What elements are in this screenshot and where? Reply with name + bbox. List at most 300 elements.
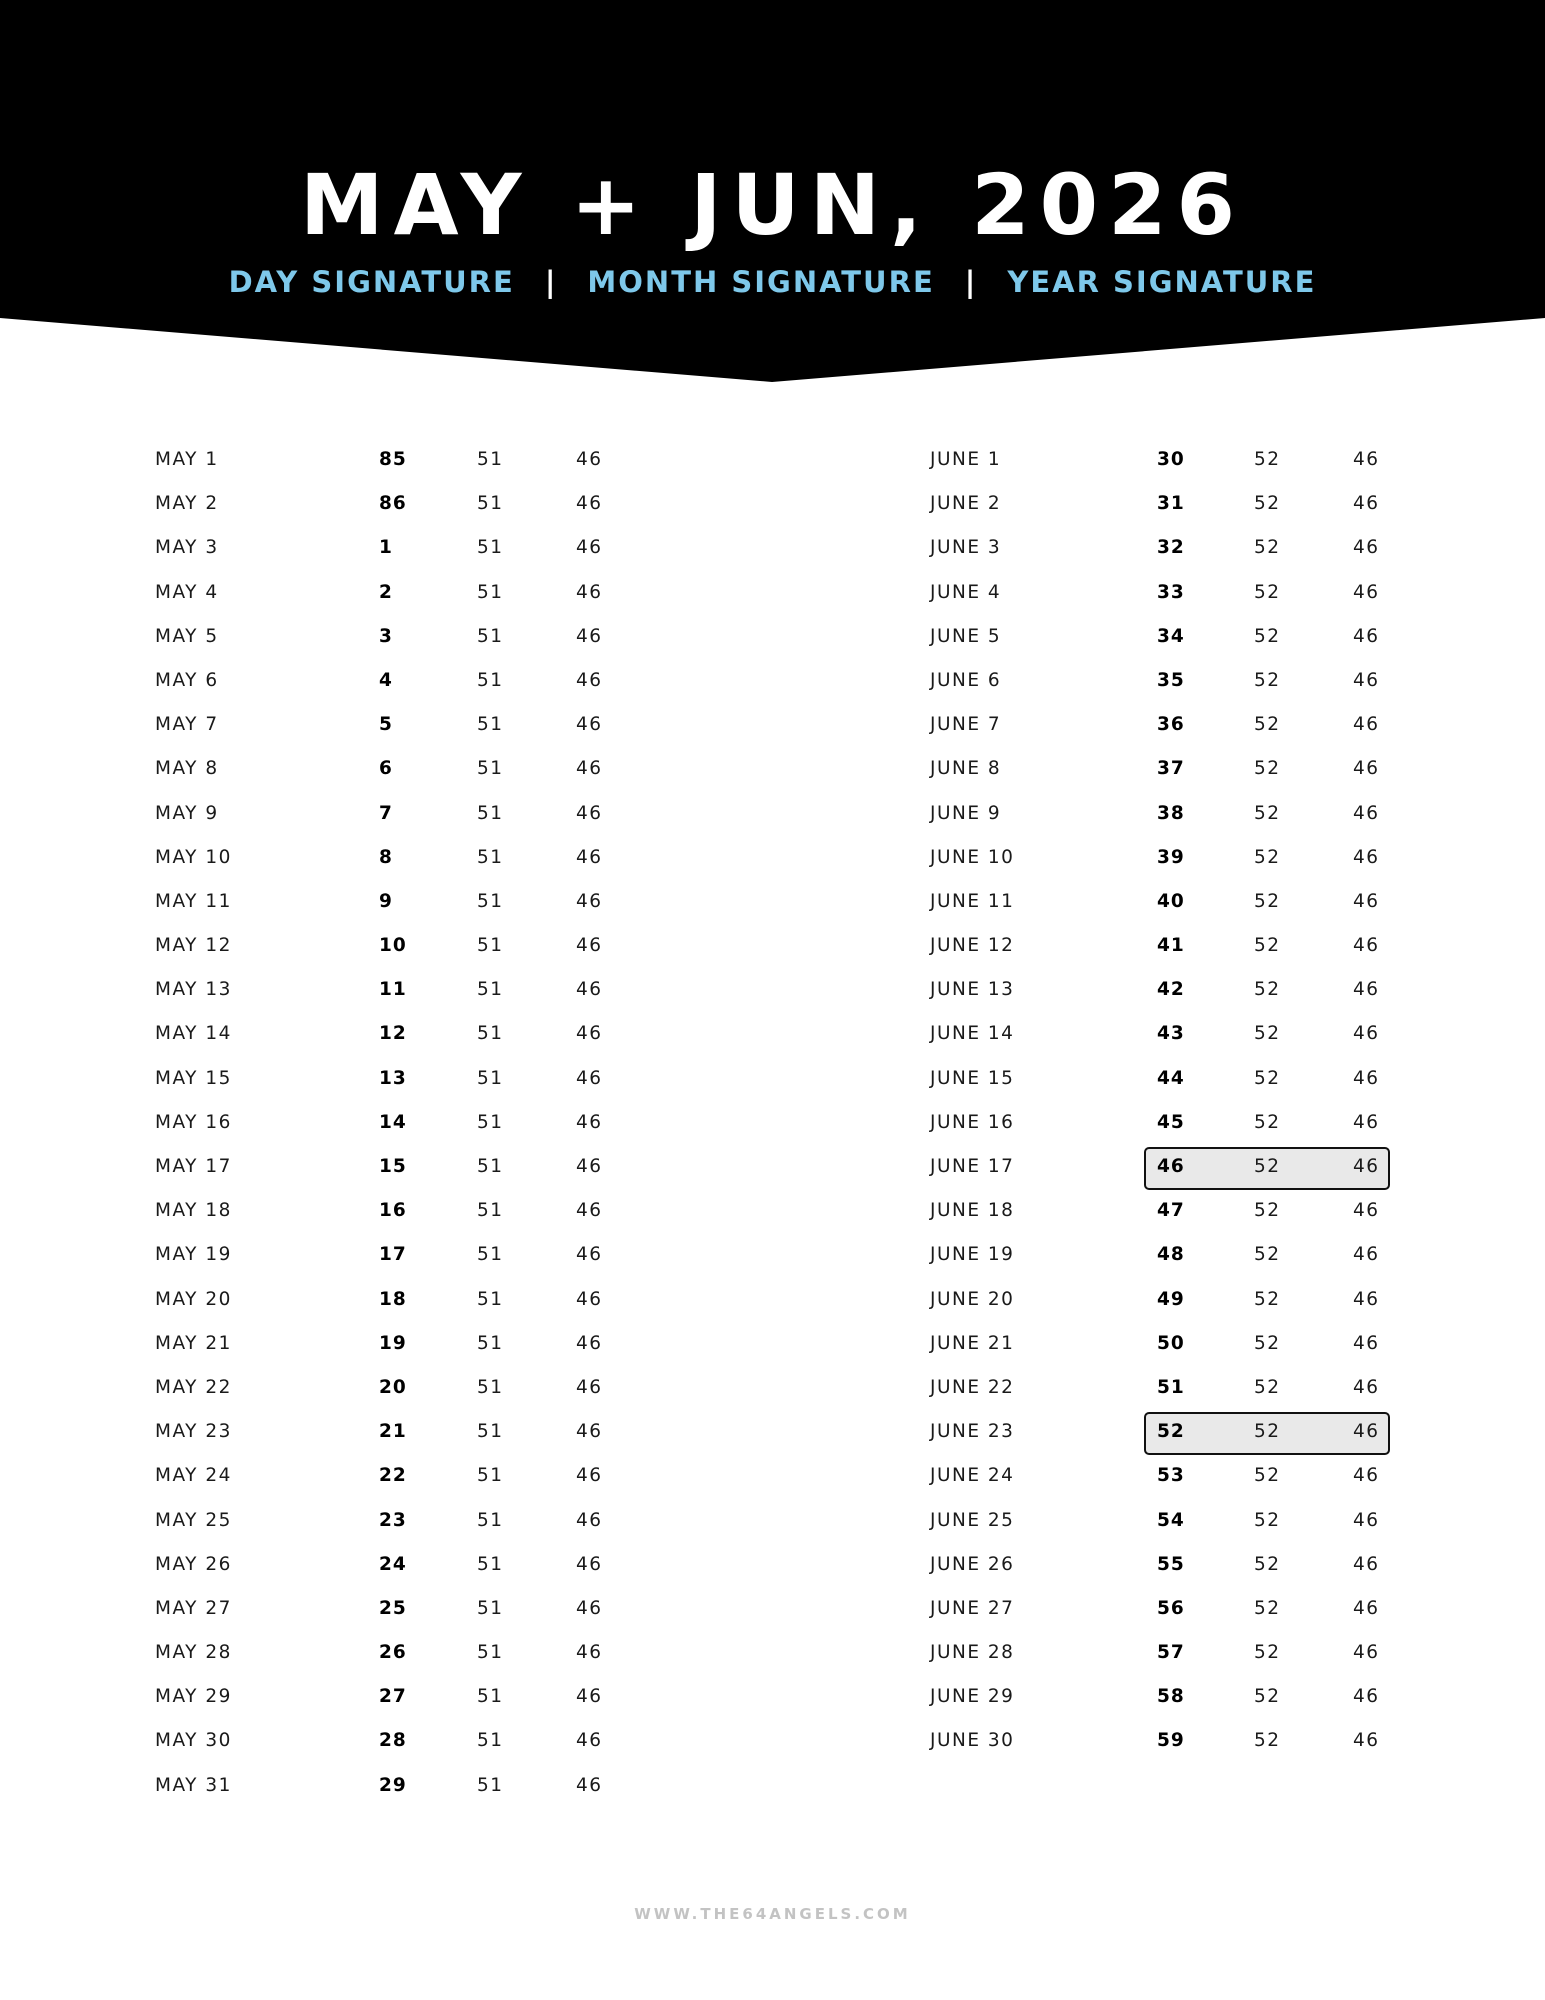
year-signature-value: 46 <box>1353 1376 1380 1398</box>
year-signature-value: 46 <box>576 625 603 647</box>
year-signature-value: 46 <box>1353 1111 1380 1133</box>
table-row <box>930 1278 1410 1322</box>
day-signature-value: 11 <box>379 979 407 1001</box>
date-label: MAY 23 <box>155 1421 232 1443</box>
date-label: MAY 3 <box>155 537 219 559</box>
table-row <box>930 1012 1410 1056</box>
month-signature-value: 51 <box>477 449 504 470</box>
table-row <box>155 571 635 615</box>
month-signature-value: 52 <box>1254 890 1281 912</box>
day-signature-value: 12 <box>379 1023 407 1045</box>
day-signature-value: 57 <box>1157 1642 1185 1664</box>
year-signature-value: 46 <box>576 1156 603 1177</box>
month-signature-value: 51 <box>477 1156 504 1177</box>
day-signature-label: DAY SIGNATURE <box>228 265 515 299</box>
year-signature-value: 46 <box>1353 1067 1380 1089</box>
table-row <box>155 1719 635 1763</box>
year-signature-value: 46 <box>576 714 603 736</box>
day-signature-value: 26 <box>379 1642 407 1664</box>
date-label: JUNE 7 <box>930 714 1002 736</box>
month-signature-value: 52 <box>1254 449 1281 470</box>
page-title: MAY + JUN, 2026 <box>300 156 1245 254</box>
date-label: MAY 27 <box>155 1597 232 1619</box>
month-signature-value: 51 <box>477 669 504 691</box>
table-row <box>930 1499 1410 1543</box>
month-signature-value: 51 <box>477 1111 504 1133</box>
date-label: JUNE 26 <box>930 1553 1015 1575</box>
day-signature-value: 4 <box>379 669 393 691</box>
date-label: JUNE 8 <box>930 758 1002 780</box>
table-row <box>930 1322 1410 1366</box>
day-signature-value: 53 <box>1157 1465 1185 1487</box>
day-signature-value: 86 <box>379 493 407 515</box>
day-signature-value: 5 <box>379 714 393 736</box>
date-label: MAY 24 <box>155 1465 232 1487</box>
year-signature-value: 46 <box>576 1686 603 1708</box>
year-signature-value: 46 <box>1353 758 1380 780</box>
day-signature-value: 3 <box>379 625 393 647</box>
day-signature-value: 54 <box>1157 1509 1185 1531</box>
day-signature-value: 52 <box>1157 1421 1185 1443</box>
table-row <box>930 571 1410 615</box>
month-signature-value: 51 <box>477 935 504 957</box>
year-signature-value: 46 <box>576 1288 603 1310</box>
day-signature-value: 42 <box>1157 979 1185 1001</box>
day-signature-value: 29 <box>379 1774 407 1796</box>
month-signature-value: 51 <box>477 1774 504 1796</box>
year-signature-value: 46 <box>576 1553 603 1575</box>
month-signature-value: 52 <box>1254 669 1281 691</box>
day-signature-value: 39 <box>1157 846 1185 868</box>
table-row <box>930 1454 1410 1498</box>
day-signature-value: 38 <box>1157 802 1185 824</box>
month-signature-value: 52 <box>1254 493 1281 515</box>
year-signature-value: 46 <box>1353 669 1380 691</box>
month-signature-value: 51 <box>477 537 504 559</box>
year-signature-value: 46 <box>576 1642 603 1664</box>
month-signature-value: 51 <box>477 1421 504 1443</box>
month-signature-value: 51 <box>477 1553 504 1575</box>
day-signature-value: 24 <box>379 1553 407 1575</box>
year-signature-value: 46 <box>576 581 603 603</box>
year-signature-value: 46 <box>576 1332 603 1354</box>
month-signature-value: 51 <box>477 979 504 1001</box>
table-row <box>155 1543 635 1587</box>
month-signature-value: 51 <box>477 1023 504 1045</box>
month-signature-value: 52 <box>1254 1067 1281 1089</box>
month-signature-value: 51 <box>477 1597 504 1619</box>
day-signature-value: 18 <box>379 1288 407 1310</box>
table-row <box>930 1101 1410 1145</box>
table-row <box>155 1631 635 1675</box>
legend-separator: | <box>964 265 978 299</box>
year-signature-value: 46 <box>576 1597 603 1619</box>
year-signature-value: 46 <box>1353 1023 1380 1045</box>
day-signature-value: 20 <box>379 1376 407 1398</box>
table-row <box>930 1366 1410 1410</box>
month-signature-value: 52 <box>1254 1730 1281 1752</box>
table-row <box>155 1675 635 1719</box>
table-row <box>155 968 635 1012</box>
month-signature-value: 51 <box>477 1642 504 1664</box>
date-label: JUNE 19 <box>930 1244 1015 1266</box>
year-signature-value: 46 <box>576 758 603 780</box>
month-signature-value: 51 <box>477 581 504 603</box>
date-label: MAY 1 <box>155 449 219 470</box>
date-label: JUNE 23 <box>930 1421 1015 1443</box>
year-signature-value: 46 <box>1353 979 1380 1001</box>
date-label: MAY 15 <box>155 1067 232 1089</box>
table-row <box>155 1587 635 1631</box>
day-signature-value: 21 <box>379 1421 407 1443</box>
year-signature-value: 46 <box>576 493 603 515</box>
date-label: JUNE 15 <box>930 1067 1015 1089</box>
table-row <box>930 615 1410 659</box>
year-signature-value: 46 <box>1353 1642 1380 1664</box>
date-label: JUNE 30 <box>930 1730 1015 1752</box>
date-label: MAY 14 <box>155 1023 232 1045</box>
date-label: JUNE 5 <box>930 625 1002 647</box>
day-signature-value: 19 <box>379 1332 407 1354</box>
date-label: JUNE 22 <box>930 1376 1015 1398</box>
year-signature-value: 46 <box>1353 581 1380 603</box>
table-row <box>930 482 1410 526</box>
year-signature-value: 46 <box>1353 1244 1380 1266</box>
date-label: MAY 8 <box>155 758 219 780</box>
month-signature-value: 52 <box>1254 802 1281 824</box>
year-signature-value: 46 <box>1353 625 1380 647</box>
day-signature-value: 8 <box>379 846 393 868</box>
month-signature-label: MONTH SIGNATURE <box>587 265 935 299</box>
day-signature-value: 10 <box>379 935 407 957</box>
day-signature-value: 7 <box>379 802 393 824</box>
table-row <box>155 1764 635 1808</box>
month-signature-value: 52 <box>1254 537 1281 559</box>
date-label: MAY 26 <box>155 1553 232 1575</box>
year-signature-value: 46 <box>1353 1156 1380 1177</box>
month-signature-value: 51 <box>477 1465 504 1487</box>
table-row <box>155 1057 635 1101</box>
table-row <box>930 968 1410 1012</box>
month-signature-value: 51 <box>477 1200 504 1222</box>
legend-separator: | <box>544 265 558 299</box>
year-signature-value: 46 <box>576 1509 603 1531</box>
date-label: MAY 22 <box>155 1376 232 1398</box>
month-signature-value: 51 <box>477 625 504 647</box>
month-signature-value: 51 <box>477 1376 504 1398</box>
month-signature-value: 51 <box>477 846 504 868</box>
date-label: MAY 20 <box>155 1288 232 1310</box>
date-label: MAY 31 <box>155 1774 232 1796</box>
may-table <box>155 438 635 1808</box>
day-signature-value: 44 <box>1157 1067 1185 1089</box>
table-row <box>930 1543 1410 1587</box>
table-row <box>155 659 635 703</box>
month-signature-value: 52 <box>1254 581 1281 603</box>
year-signature-value: 46 <box>576 1376 603 1398</box>
table-row <box>930 1719 1410 1763</box>
day-signature-value: 14 <box>379 1111 407 1133</box>
day-signature-value: 30 <box>1157 449 1185 470</box>
table-row <box>930 1233 1410 1277</box>
day-signature-value: 1 <box>379 537 393 559</box>
day-signature-value: 34 <box>1157 625 1185 647</box>
month-signature-value: 52 <box>1254 979 1281 1001</box>
table-row <box>930 924 1410 968</box>
table-row <box>155 1145 635 1189</box>
year-signature-value: 46 <box>576 1111 603 1133</box>
table-row <box>155 1410 635 1454</box>
month-signature-value: 51 <box>477 714 504 736</box>
month-signature-value: 52 <box>1254 1642 1281 1664</box>
date-label: MAY 30 <box>155 1730 232 1752</box>
month-signature-value: 52 <box>1254 935 1281 957</box>
day-signature-value: 47 <box>1157 1200 1185 1222</box>
year-signature-value: 46 <box>576 1421 603 1443</box>
date-label: MAY 25 <box>155 1509 232 1531</box>
day-signature-value: 41 <box>1157 935 1185 957</box>
table-row <box>155 747 635 791</box>
month-signature-value: 51 <box>477 758 504 780</box>
day-signature-value: 59 <box>1157 1730 1185 1752</box>
year-signature-value: 46 <box>576 935 603 957</box>
day-signature-value: 58 <box>1157 1686 1185 1708</box>
date-label: JUNE 27 <box>930 1597 1015 1619</box>
date-label: MAY 6 <box>155 669 219 691</box>
month-signature-value: 51 <box>477 1288 504 1310</box>
month-signature-value: 51 <box>477 493 504 515</box>
year-signature-value: 46 <box>1353 890 1380 912</box>
day-signature-value: 35 <box>1157 669 1185 691</box>
day-signature-value: 32 <box>1157 537 1185 559</box>
month-signature-value: 52 <box>1254 1023 1281 1045</box>
year-signature-value: 46 <box>1353 493 1380 515</box>
table-row <box>930 836 1410 880</box>
month-signature-value: 52 <box>1254 1597 1281 1619</box>
date-label: JUNE 18 <box>930 1200 1015 1222</box>
month-signature-value: 52 <box>1254 1509 1281 1531</box>
year-signature-value: 46 <box>1353 935 1380 957</box>
date-label: MAY 18 <box>155 1200 232 1222</box>
date-label: JUNE 9 <box>930 802 1002 824</box>
day-signature-value: 48 <box>1157 1244 1185 1266</box>
year-signature-value: 46 <box>1353 714 1380 736</box>
day-signature-value: 25 <box>379 1597 407 1619</box>
table-row <box>155 703 635 747</box>
table-row <box>155 438 635 482</box>
website-url: WWW.THE64ANGELS.COM <box>634 1905 911 1923</box>
year-signature-value: 46 <box>576 1023 603 1045</box>
month-signature-value: 51 <box>477 890 504 912</box>
year-signature-value: 46 <box>1353 1730 1380 1752</box>
year-signature-value: 46 <box>1353 1288 1380 1310</box>
date-label: JUNE 2 <box>930 493 1002 515</box>
table-row <box>930 1189 1410 1233</box>
date-label: JUNE 12 <box>930 935 1015 957</box>
year-signature-value: 46 <box>1353 1465 1380 1487</box>
date-label: JUNE 14 <box>930 1023 1015 1045</box>
date-label: JUNE 6 <box>930 669 1002 691</box>
day-signature-value: 36 <box>1157 714 1185 736</box>
table-row <box>155 482 635 526</box>
month-signature-value: 51 <box>477 1332 504 1354</box>
month-signature-value: 51 <box>477 1244 504 1266</box>
table-row <box>930 438 1410 482</box>
date-label: MAY 17 <box>155 1156 232 1177</box>
table-row <box>155 1499 635 1543</box>
table-row <box>155 1233 635 1277</box>
date-label: JUNE 20 <box>930 1288 1015 1310</box>
month-signature-value: 51 <box>477 1686 504 1708</box>
day-signature-value: 56 <box>1157 1597 1185 1619</box>
year-signature-value: 46 <box>576 979 603 1001</box>
day-signature-value: 9 <box>379 890 393 912</box>
year-signature-value: 46 <box>576 1774 603 1796</box>
year-signature-value: 46 <box>576 669 603 691</box>
table-row <box>930 1587 1410 1631</box>
day-signature-value: 22 <box>379 1465 407 1487</box>
year-signature-value: 46 <box>1353 1421 1380 1443</box>
year-signature-value: 46 <box>1353 1332 1380 1354</box>
year-signature-label: YEAR SIGNATURE <box>1007 265 1317 299</box>
year-signature-value: 46 <box>576 1067 603 1089</box>
date-label: MAY 2 <box>155 493 219 515</box>
year-signature-value: 46 <box>576 890 603 912</box>
month-signature-value: 51 <box>477 802 504 824</box>
month-signature-value: 52 <box>1254 758 1281 780</box>
table-row <box>930 659 1410 703</box>
year-signature-value: 46 <box>1353 1597 1380 1619</box>
table-row <box>155 880 635 924</box>
date-label: JUNE 21 <box>930 1332 1015 1354</box>
day-signature-value: 31 <box>1157 493 1185 515</box>
date-label: MAY 5 <box>155 625 219 647</box>
year-signature-value: 46 <box>576 1465 603 1487</box>
table-row <box>930 1057 1410 1101</box>
header-banner <box>0 0 1545 385</box>
date-label: JUNE 17 <box>930 1156 1015 1177</box>
table-row <box>155 526 635 570</box>
month-signature-value: 52 <box>1254 625 1281 647</box>
table-row <box>155 792 635 836</box>
date-label: JUNE 11 <box>930 890 1015 912</box>
year-signature-value: 46 <box>1353 1686 1380 1708</box>
table-row <box>930 526 1410 570</box>
day-signature-value: 17 <box>379 1244 407 1266</box>
table-row <box>155 1278 635 1322</box>
month-signature-value: 51 <box>477 1067 504 1089</box>
date-label: MAY 7 <box>155 714 219 736</box>
month-signature-value: 52 <box>1254 1376 1281 1398</box>
month-signature-value: 52 <box>1254 1111 1281 1133</box>
month-signature-value: 52 <box>1254 1686 1281 1708</box>
day-signature-value: 55 <box>1157 1553 1185 1575</box>
year-signature-value: 46 <box>576 1244 603 1266</box>
day-signature-value: 49 <box>1157 1288 1185 1310</box>
day-signature-value: 85 <box>379 449 407 470</box>
date-label: MAY 16 <box>155 1111 232 1133</box>
day-signature-value: 23 <box>379 1509 407 1531</box>
table-row <box>930 1145 1410 1189</box>
year-signature-value: 46 <box>1353 1200 1380 1222</box>
day-signature-value: 6 <box>379 758 393 780</box>
year-signature-value: 46 <box>1353 802 1380 824</box>
signature-legend <box>0 262 1545 302</box>
month-signature-value: 51 <box>477 1730 504 1752</box>
table-row <box>155 1454 635 1498</box>
table-row <box>155 615 635 659</box>
day-signature-value: 50 <box>1157 1332 1185 1354</box>
year-signature-value: 46 <box>1353 1509 1380 1531</box>
date-label: MAY 10 <box>155 846 232 868</box>
date-label: MAY 11 <box>155 890 232 912</box>
table-row <box>930 703 1410 747</box>
table-row <box>930 747 1410 791</box>
table-row <box>155 1189 635 1233</box>
table-row <box>155 1101 635 1145</box>
year-signature-value: 46 <box>576 802 603 824</box>
month-signature-value: 52 <box>1254 846 1281 868</box>
month-signature-value: 52 <box>1254 1288 1281 1310</box>
date-label: JUNE 10 <box>930 846 1015 868</box>
date-label: JUNE 13 <box>930 979 1015 1001</box>
day-signature-value: 45 <box>1157 1111 1185 1133</box>
month-signature-value: 52 <box>1254 1553 1281 1575</box>
day-signature-value: 33 <box>1157 581 1185 603</box>
month-signature-value: 52 <box>1254 1156 1281 1177</box>
date-label: MAY 4 <box>155 581 219 603</box>
year-signature-value: 46 <box>1353 449 1380 470</box>
table-row <box>930 1410 1410 1454</box>
month-signature-value: 51 <box>477 1509 504 1531</box>
year-signature-value: 46 <box>576 1200 603 1222</box>
day-signature-value: 16 <box>379 1200 407 1222</box>
table-row <box>930 1631 1410 1675</box>
day-signature-value: 2 <box>379 581 393 603</box>
date-label: JUNE 25 <box>930 1509 1015 1531</box>
date-label: JUNE 28 <box>930 1642 1015 1664</box>
table-row <box>155 1012 635 1056</box>
date-label: JUNE 24 <box>930 1465 1015 1487</box>
month-signature-value: 52 <box>1254 1200 1281 1222</box>
date-label: MAY 12 <box>155 935 232 957</box>
table-row <box>155 836 635 880</box>
date-label: JUNE 3 <box>930 537 1002 559</box>
year-signature-value: 46 <box>1353 537 1380 559</box>
year-signature-value: 46 <box>576 449 603 470</box>
month-signature-value: 52 <box>1254 714 1281 736</box>
month-signature-value: 52 <box>1254 1421 1281 1443</box>
table-row <box>155 924 635 968</box>
date-label: MAY 21 <box>155 1332 232 1354</box>
day-signature-value: 37 <box>1157 758 1185 780</box>
date-label: JUNE 1 <box>930 449 1002 470</box>
table-row <box>930 880 1410 924</box>
date-label: MAY 13 <box>155 979 232 1001</box>
day-signature-value: 28 <box>379 1730 407 1752</box>
date-label: JUNE 4 <box>930 581 1002 603</box>
day-signature-value: 15 <box>379 1156 407 1177</box>
year-signature-value: 46 <box>1353 846 1380 868</box>
date-label: MAY 19 <box>155 1244 232 1266</box>
date-label: JUNE 29 <box>930 1686 1015 1708</box>
table-row <box>155 1322 635 1366</box>
date-label: MAY 9 <box>155 802 219 824</box>
table-row <box>930 792 1410 836</box>
day-signature-value: 27 <box>379 1686 407 1708</box>
month-signature-value: 52 <box>1254 1465 1281 1487</box>
table-row <box>155 1366 635 1410</box>
